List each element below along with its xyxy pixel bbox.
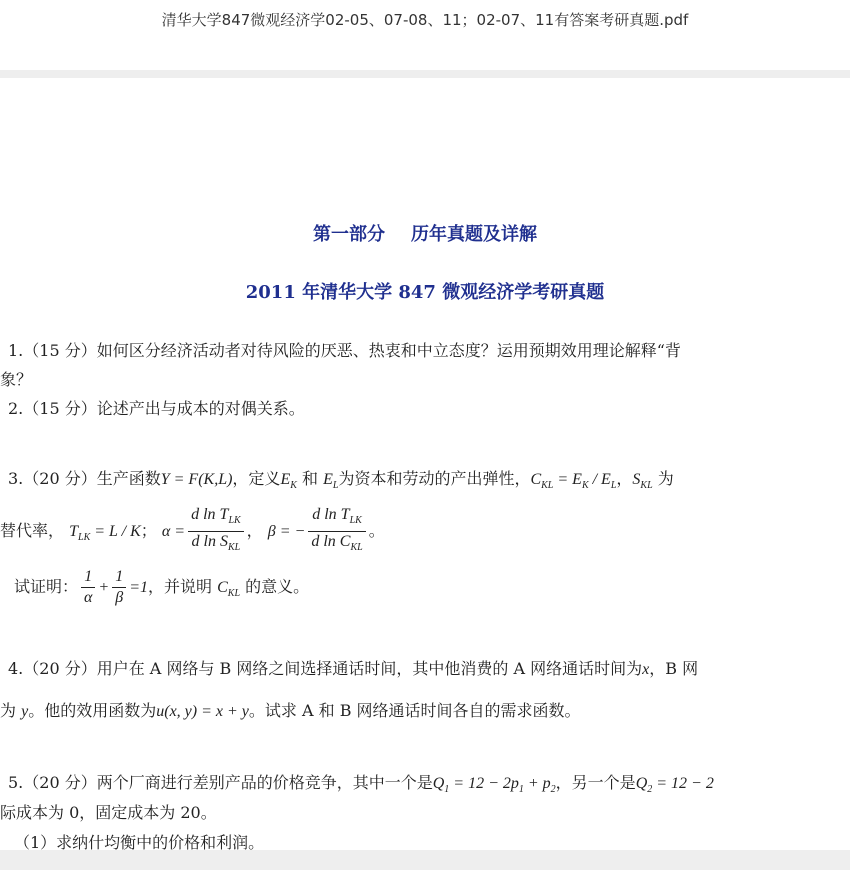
q4-utility-function: u(x, y) = x + y xyxy=(156,703,249,720)
q3-line-2 xyxy=(0,506,385,557)
q4-lead: 4.（20 分）用户在 A 网络与 B 网络之间选择通话时间，其中他消费的 A 网络通话时间为 xyxy=(8,659,643,678)
q3-beta: β = − xyxy=(267,523,306,541)
q3-meaning: 的意义。 xyxy=(245,577,310,596)
q3-ckl: $C_{KL}$ xyxy=(217,579,241,600)
q3-comma: ， xyxy=(616,469,633,488)
q3-plus: + xyxy=(98,579,110,596)
q5-line-2: 际成本为 0，固定成本为 20。 xyxy=(0,803,217,822)
header-divider xyxy=(0,70,850,78)
q3-tlk-def: $T_{LK} = L / K$ xyxy=(69,523,141,544)
page-bottom-divider xyxy=(0,850,850,870)
q3-line-1 xyxy=(8,466,674,491)
q3-explain: ，并说明 xyxy=(148,577,213,596)
q3-sep: ； xyxy=(140,521,157,541)
q4-line1-end: ，B 网 xyxy=(649,659,699,678)
q3-prove-lead: 试证明： xyxy=(14,577,79,596)
q3-comma-2: ， xyxy=(246,521,263,541)
q3-el: $E_L$ xyxy=(323,471,339,492)
q3-ckl-def: $C_{KL} = E_K / E_L$ xyxy=(530,471,617,492)
q2-line-1: 2.（15 分）论述产出与成本的对偶关系。 xyxy=(8,399,305,418)
part-heading xyxy=(0,220,850,246)
pdf-page[interactable] xyxy=(0,78,850,850)
q4-x: x xyxy=(642,661,650,678)
document-title: 清华大学847微观经济学02-05、07-08、11；02-07、11有答案考研真题.pdf xyxy=(161,11,689,29)
q1-line-2: 象？ xyxy=(0,370,33,389)
q3-ek: $E_K$ xyxy=(280,471,297,492)
q3-equals-one: =1 xyxy=(129,579,149,596)
q5-demand-2: $Q_2 = 12 - 2$ xyxy=(635,775,714,796)
part-heading-label: 第一部分 xyxy=(313,224,385,245)
q4-y: y xyxy=(21,703,29,720)
q3-alpha-fraction: $\frac{d \ln T_{LK}}{d \ln S_{KL}}$ xyxy=(188,506,244,557)
q5-lead: 5.（20 分）两个厂商进行差别产品的价格竞争，其中一个是 xyxy=(8,773,433,792)
exam-title: 2011 年清华大学 847 微观经济学考研真题 xyxy=(245,282,605,303)
q4-line2-lead: 为 xyxy=(0,701,17,720)
q4-line-2 xyxy=(0,698,581,721)
q4-task: 。试求 A 和 B 网络通话时间各自的需求函数。 xyxy=(248,701,581,720)
q5-line-1 xyxy=(8,770,714,795)
q3-inv-beta: $\frac{1}{\beta}$ xyxy=(112,568,126,607)
q3-text-2: 为资本和劳动的产出弹性， xyxy=(338,469,531,488)
q3-production-function: Y = F(K,L) xyxy=(160,471,233,488)
q3-and: 和 xyxy=(301,469,318,488)
q1-line-1: 1.（15 分）如何区分经济活动者对待风险的厌恶、热衷和中立态度？运用预期效用理论解释“背 xyxy=(8,341,681,360)
q3-text: ，定义 xyxy=(232,469,281,488)
q3-period: 。 xyxy=(368,521,385,541)
q4-utility-lead: 。他的效用函数为 xyxy=(28,701,157,720)
q3-end: 为 xyxy=(657,469,674,488)
q3-inv-alpha: $\frac{1}{\alpha}$ xyxy=(81,568,95,607)
q5-demand-1: $Q_1 = 12 - 2p_1 + p_2$ xyxy=(432,775,556,796)
q3-beta-fraction: $\frac{d \ln T_{LK}}{d \ln C_{KL}}$ xyxy=(308,506,365,557)
q3-skl: $S_{KL}$ xyxy=(632,471,653,492)
q5-line-3: （1）求纳什均衡中的价格和利润。 xyxy=(14,833,265,850)
q4-line-1 xyxy=(8,656,698,679)
q3-line2-lead: 替代率， xyxy=(0,521,65,541)
q3-lead: 3.（20 分）生产函数 xyxy=(8,469,161,488)
part-heading-subtitle: 历年真题及详解 xyxy=(411,224,537,245)
q5-mid: ，另一个是 xyxy=(555,773,636,792)
q3-alpha: α = xyxy=(161,523,186,541)
q3-line-3 xyxy=(14,568,309,607)
document-header xyxy=(0,0,850,70)
